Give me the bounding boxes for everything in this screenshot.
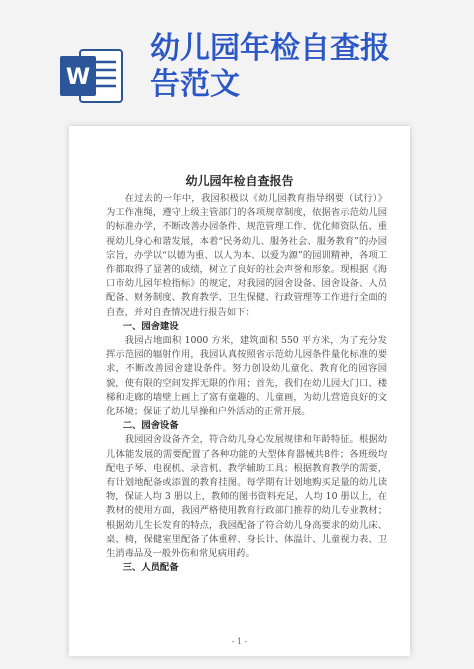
section-heading-staffing: 三、人员配备	[122, 562, 179, 574]
document-title: 幼儿园年检自查报告	[185, 174, 294, 188]
section-paragraph-building: 我园占地面积 1000 方米，建筑面积 550 平方米，为了充分发挥示范园的辐射作用，我园认真按照省示范幼儿园条件量化标准的要求，不断改善园舍建设条件。努力创设幼儿童化、教育化的园容园貌，使有限的空间发挥无限的作用；首先，我们在幼儿园大门口、楼梯和走廊的墙壁上画上了富有童趣的、儿童画，为幼儿营造良好的文化环境；保证了幼儿早操和户外活动的正常开展。	[106, 335, 387, 418]
page-header	[0, 0, 474, 120]
word-document-icon	[58, 46, 124, 106]
word-icon-letter: W	[65, 65, 91, 90]
page-number: - 1 -	[231, 637, 248, 646]
intro-paragraph: 在过去的一年中，我园积极以《幼儿园教育指导纲要（试行）》为工作准绳，遵守上级主管部门的各项规章制度，依据省示范幼儿园的标准办学，不断改善办园条件、规范管理工作、优化师资队伍、重视幼儿身心和谐发展，本着“民务幼儿、服务社会、服务教育”的办园宗旨，办学以“以德为重、以人为本、以爱为源”的园训精神，各项工作都取得了显著的成绩，树立了良好的社会声誉和形象。现根据《海口市幼儿园年检指标》的规定，对我园的园舍设备、园舍设备、人员配备、财务制度、教育教学、卫生保健、行政管理等工作进行全面的自查，并对自查情况进行报告如下：	[106, 193, 387, 318]
page-title-line-1: 幼儿园年检自查报	[150, 31, 390, 66]
document-body	[106, 192, 387, 575]
section-heading-equipment: 二、园舍设备	[122, 420, 179, 432]
section-paragraph-equipment: 我园园舍设备齐全，符合幼儿身心发展规律和年龄特征。根据幼儿体能发展的需要配置了各种功能的大型体育器械共8件；各班级均配电子琴、电视机、录音机、教学辅助工具；根据教育教学的需要，有计划地配备或添置的教育挂图。每学期有计划地购买足量的幼儿读物，保证人均 3 册以上，教师的图书资料充足，人均 10 册以上，在教材的使用方面，我园严格使用教育行政部门推荐的幼儿专业教材；根据幼儿生长发育的特点，我园配备了符合幼儿身高要求的幼儿床、桌、椅，保健室里配备了体重秤、身长计、体温计、儿童视力表、卫生消毒品及一般外伤和常见病用药。	[106, 434, 387, 560]
document-page	[69, 126, 410, 656]
section-heading-building: 一、园舍建设	[122, 320, 179, 332]
page-title-line-2: 告范文	[150, 67, 240, 102]
